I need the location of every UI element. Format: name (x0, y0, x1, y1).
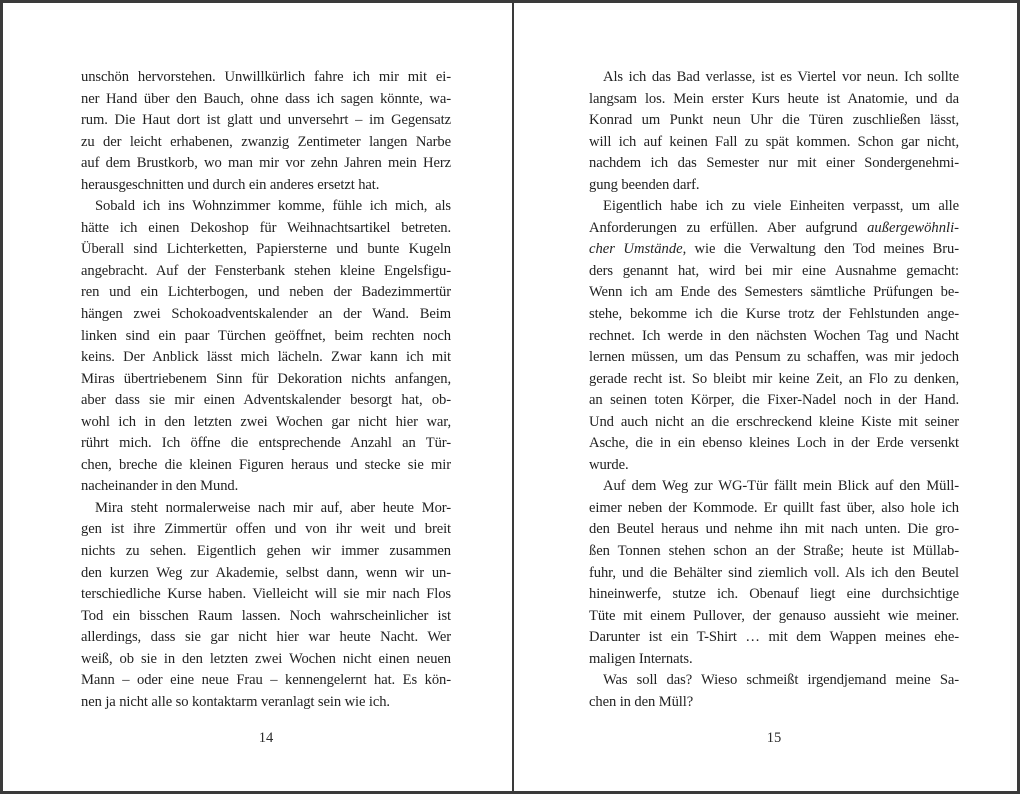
text-line: den kurzen Weg zur Akademie, selbst dann, wenn wir un- (81, 564, 451, 581)
text-line: angebracht. Auf der Fensterbank stehen kleine Engelsfigu- (81, 262, 451, 279)
text-line: terschiedliche Kurse haben. Vielleicht will sie mir nach Flos (81, 586, 451, 603)
text-line: Darunter ist ein T-Shirt … mit dem Wappen meines ehe- (589, 629, 959, 646)
text-line: ren und ein Lichterbogen, und neben der Badezimmertür (81, 284, 451, 301)
text-line: Miras übertriebenem Sinn für Dekoration nichts anfangen, (81, 370, 451, 387)
text-line: langsam los. Mein erster Kurs heute ist Anatomie, und da (589, 90, 959, 107)
text-line: chen, breche die kleinen Figuren heraus und stecke sie mir (81, 456, 451, 473)
text-line: zu der leicht erhabenen, zwanzig Zentimeter langen Narbe (81, 133, 451, 150)
text-line: wurde. (589, 456, 629, 473)
text-line: ner Hand über den Bauch, ohne dass ich sagen könnte, wa- (81, 90, 451, 107)
text-line: Konrad um Punkt neun Uhr die Türen zuschließen lässt, (589, 112, 959, 129)
text-line: Eigentlich habe ich zu viele Einheiten verpasst, um alle (603, 198, 959, 215)
text-line: gerade recht ist. So bleibt mir keine Zeit, an Flo zu denken, (589, 370, 959, 387)
text-line: Mira steht normalerweise nach mir auf, aber heute Mor- (95, 499, 451, 516)
page-right-text (589, 67, 959, 713)
text-line: Auf dem Weg zur WG-Tür fällt mein Blick auf den Müll- (603, 478, 959, 495)
text-line: rührt mich. Ich öffne die entsprechende Anzahl an Tür- (81, 435, 451, 452)
page-left (3, 3, 512, 791)
text-line: unschön hervorstehen. Unwillkürlich fahre ich mir mit ei- (81, 69, 451, 85)
text-line: chen in den Müll? (589, 693, 694, 710)
text-line: nacheinander in den Mund. (81, 478, 239, 495)
text-line: herausgeschnitten und durch ein anderes ersetzt hat. (81, 176, 380, 193)
text-line: Als ich das Bad verlasse, ist es Viertel vor neun. Ich sollte (603, 69, 959, 85)
page-right (514, 3, 1020, 791)
text-line: weiß, ob sie in den letzten zwei Wochen nicht einen neuen (81, 650, 451, 667)
text-line: auf dem Brustkorb, wo man mir vor zehn Jahren mein Herz (81, 155, 451, 172)
text-line: Tod ein bisschen Raum lassen. Noch wahrscheinlicher ist (81, 607, 451, 624)
text-line: Wenn ich am Ende des Semesters sämtliche Prüfungen be- (589, 284, 959, 301)
page-number-right: 15 (766, 730, 782, 746)
text-line: Tüte mit einem Pullover, der genauso aussieht wie meiner. (589, 607, 959, 624)
text-line: wohl ich in den letzten zwei Wochen gar nicht hier war, (81, 413, 451, 430)
text-line: Sobald ich ins Wohnzimmer komme, fühle ich mich, als (95, 198, 451, 215)
text-line: stehe, bekomme ich die Kurse trotz der Fehlstunden ange- (589, 306, 959, 323)
text-line: eimer neben der Kommode. Er quillt fast über, also hole ich (589, 499, 959, 516)
text-line: den Beutel heraus und nehme ihn mit nach unten. Die gro- (589, 521, 959, 538)
text-line: nichts zu sehen. Eigentlich gehen wir immer zusammen (81, 543, 451, 560)
text-line: allerdings, dass sie gar nicht hier war heute Nacht. Wer (81, 629, 451, 646)
text-line: cher Umstände, wie die Verwaltung den Tod meines Bru- (589, 241, 959, 258)
text-line: hätte ich einen Dekoshop für Weihnachtsartikel betreten. (81, 219, 451, 236)
page-number-left: 14 (258, 730, 274, 746)
text-line: rechnet. Ich werde in den nächsten Wochen Tag und Nacht (589, 327, 959, 344)
text-line: Mann – oder eine neue Frau – kennengelernt hat. Es kön- (81, 672, 451, 689)
text-line: hängen zwei Schokoadventskalender an der Wand. Beim (81, 306, 451, 323)
text-line: keins. Der Anblick lässt mich lächeln. Zwar kann ich mit (81, 349, 451, 366)
text-line: Überall sind Lichterketten, Papiersterne und bunte Kugeln (81, 241, 451, 258)
text-line: hineinwerfe, stutze ich. Obenauf liegt eine durchsichtige (589, 586, 959, 603)
text-line: aber dass sie mir einen Adventskalender besorgt hat, ob- (81, 392, 451, 409)
text-line: rum. Die Haut dort ist glatt und unversehrt – im Gegensatz (81, 112, 451, 129)
text-line: nachdem ich das Semester nur mit einer Sondergenehmi- (589, 155, 959, 172)
page-left-text (81, 67, 451, 713)
text-line: Und auch nicht an die erschreckend kleine Kiste mit seiner (589, 413, 959, 430)
text-line: ßen Tonnen stehen schon an der Straße; heute ist Müllab- (589, 543, 959, 560)
text-line: Asche, die in ein ebenso kleines Loch in der Erde versenkt (589, 435, 959, 452)
text-line: Anforderungen zu erfüllen. Aber aufgrund außergewöhnli- (589, 219, 959, 236)
text-line: nen ja nicht alle so kontaktarm veranlagt sein wie ich. (81, 693, 390, 710)
text-line: maligen Internats. (589, 650, 693, 667)
text-line: ders genannt hat, wird bei mir eine Ausnahme gemacht: (589, 262, 959, 279)
text-line: gung beenden darf. (589, 176, 700, 193)
text-line: will ich auf keinen Fall zu spät kommen. Schon gar nicht, (589, 133, 959, 150)
text-line: lernen müssen, um das Pensum zu schaffen, was mir jedoch (589, 349, 959, 366)
text-line: linken sind ein paar Türchen geöffnet, beim rechten noch (81, 327, 451, 344)
text-line: an seinen toten Körper, die Fixer-Nadel noch in der Hand. (589, 392, 959, 409)
text-line: Was soll das? Wieso schmeißt irgendjemand meine Sa- (603, 672, 959, 689)
text-line: fuhr, und die Behälter sind ziemlich voll. Als ich den Beutel (589, 564, 959, 581)
text-line: gen ist ihre Zimmertür offen und von ihr weit und breit (81, 521, 451, 538)
